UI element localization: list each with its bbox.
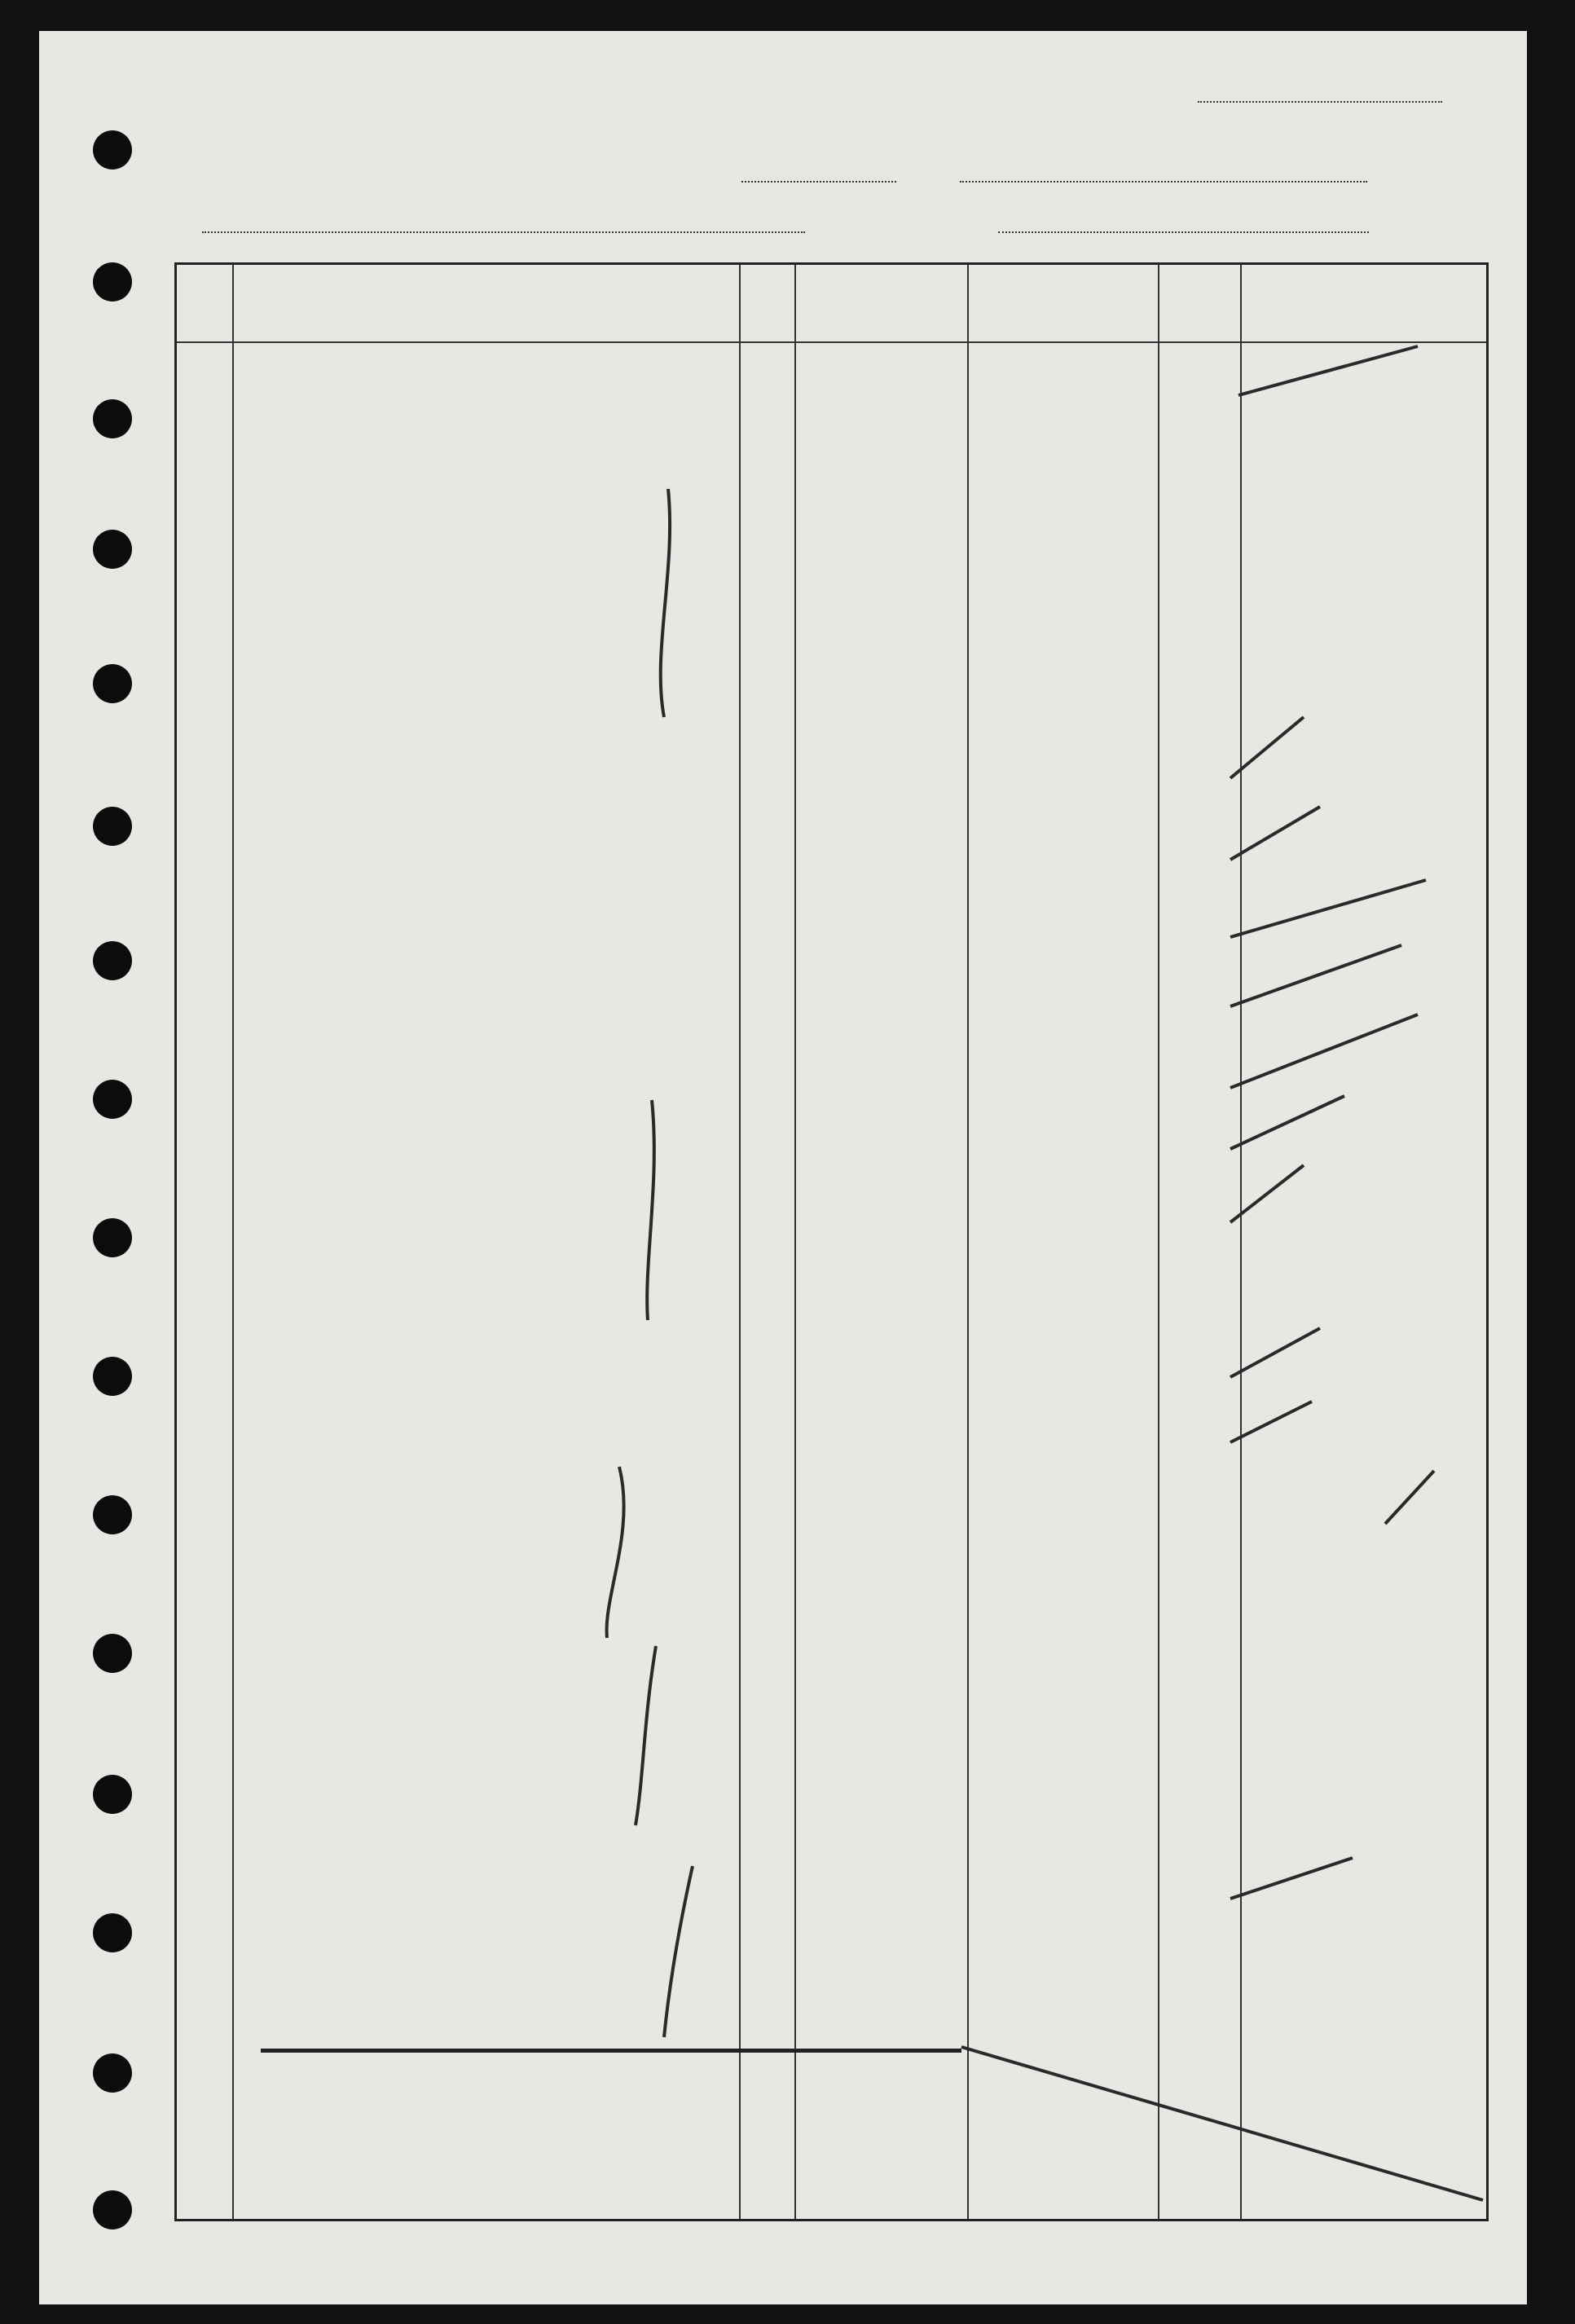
tax-stroke: [1230, 717, 1304, 778]
ditto-stroke: [647, 1100, 654, 1320]
tax-stroke: [1230, 945, 1401, 1006]
tax-stroke: [1230, 1328, 1320, 1377]
ditto-stroke: [636, 1646, 656, 1825]
tax-stroke: [1230, 1165, 1304, 1222]
tax-stroke: [1230, 1402, 1312, 1442]
tax-stroke: [1238, 346, 1418, 395]
cancel-stroke: [961, 2047, 1483, 2200]
tax-stroke: [1230, 807, 1320, 860]
tax-stroke: [1230, 1858, 1353, 1899]
ditto-stroke: [607, 1467, 624, 1638]
tax-stroke: [1230, 880, 1426, 937]
tax-stroke: [1230, 1096, 1344, 1149]
ditto-stroke: [661, 489, 670, 717]
tax-stroke: [1230, 1015, 1418, 1088]
ditto-stroke: [664, 1866, 693, 2037]
tax-stroke: [1385, 1471, 1434, 1524]
